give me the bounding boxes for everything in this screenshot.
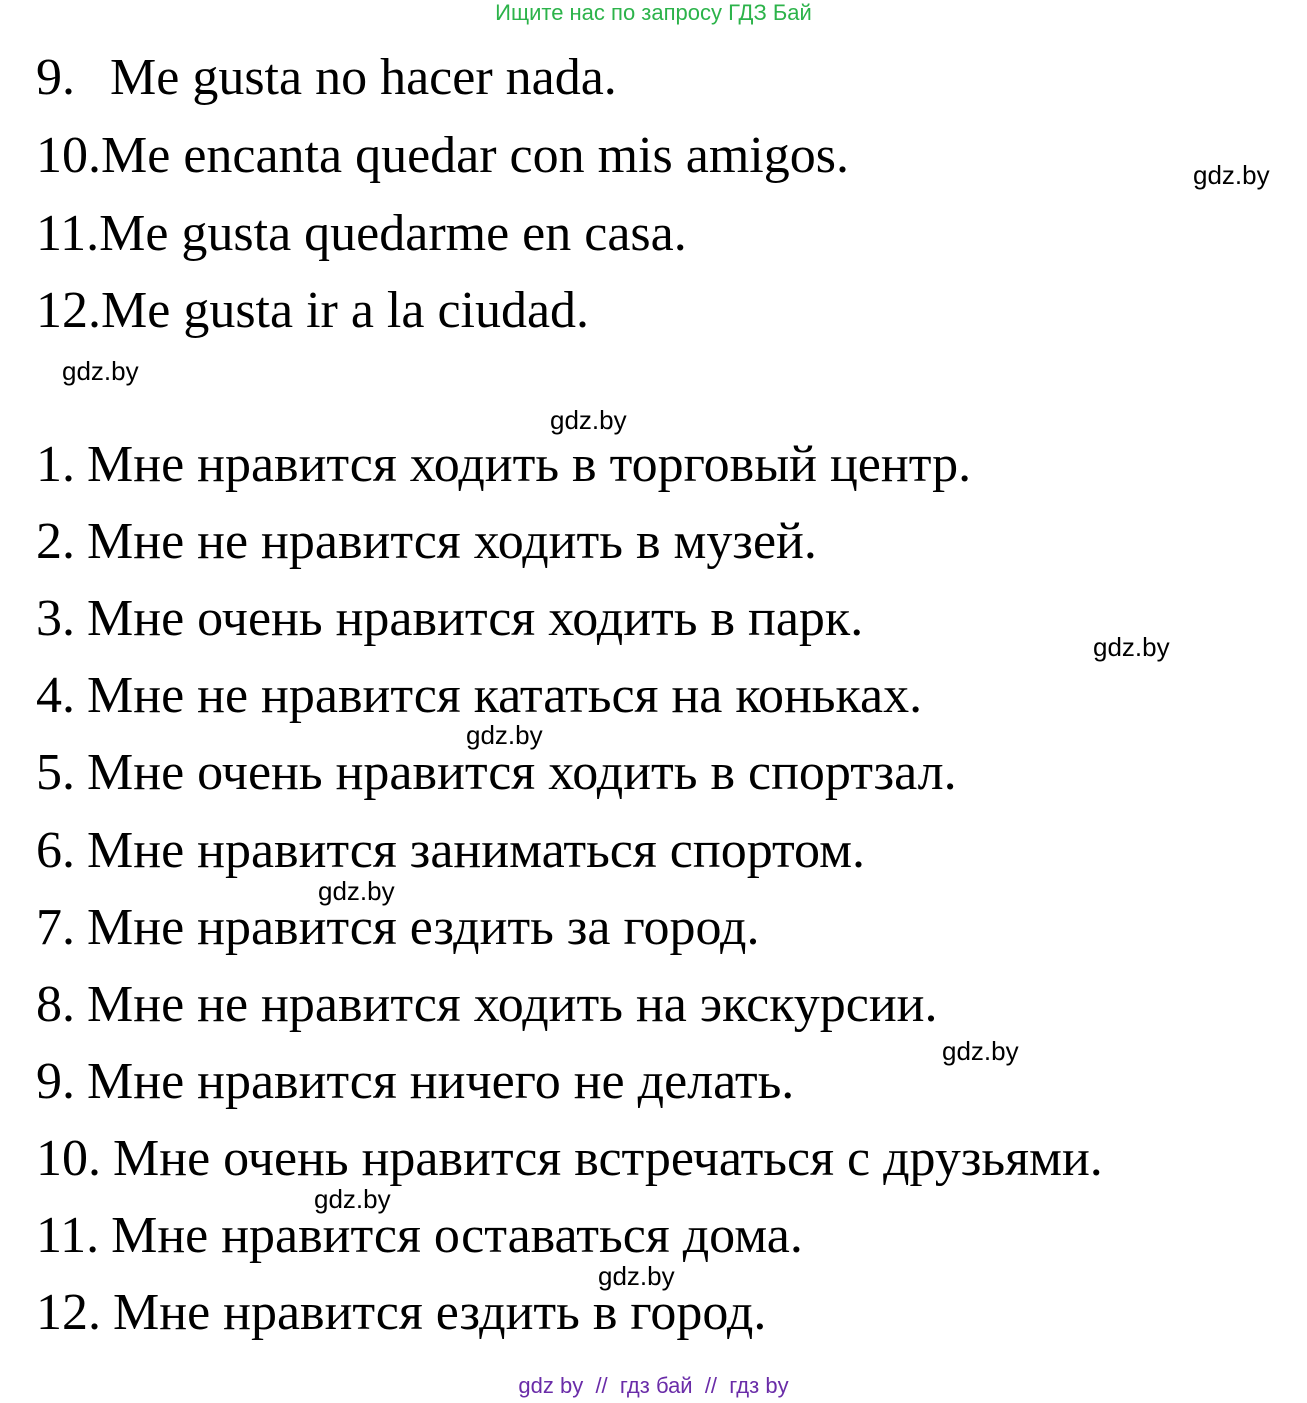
line-text: Me gusta ir a la ciudad.	[101, 282, 590, 339]
line-number: 2.	[36, 513, 75, 570]
footer-note: gdz by // гдз бай // гдз by	[518, 1373, 789, 1398]
watermark: gdz.by	[466, 720, 543, 750]
line-text: Мне нравится заниматься спортом.	[87, 822, 865, 879]
line-number: 7.	[36, 899, 75, 956]
russian-line-9	[36, 1052, 794, 1112]
line-number: 9.	[36, 49, 75, 106]
line-text: Me gusta no hacer nada.	[110, 49, 617, 106]
line-number: 3.	[36, 590, 75, 647]
watermark: gdz.by	[942, 1036, 1019, 1066]
line-number: 9.	[36, 1053, 75, 1110]
russian-line-2	[36, 512, 817, 572]
line-number: 1.	[36, 436, 75, 493]
line-number: 11.	[36, 205, 100, 262]
line-text: Мне не нравится кататься на коньках.	[87, 667, 923, 724]
russian-line-5	[36, 743, 957, 803]
russian-line-6	[36, 821, 865, 881]
header-note: Ищите нас по запросу ГДЗ Бай	[495, 0, 812, 25]
line-text: Мне нравится ездить в город.	[113, 1284, 767, 1341]
russian-line-1	[36, 435, 971, 495]
russian-line-7	[36, 898, 759, 958]
line-text: Мне очень нравится ходить в парк.	[87, 590, 864, 647]
watermark: gdz.by	[1093, 632, 1170, 662]
russian-line-3	[36, 589, 863, 649]
russian-line-10	[36, 1129, 1103, 1189]
spanish-line-10	[36, 126, 849, 186]
line-text: Мне нравится ходить в торговый центр.	[87, 436, 972, 493]
line-number: 5.	[36, 744, 75, 801]
line-text: Me gusta quedarme en casa.	[99, 205, 687, 262]
watermark: gdz.by	[1193, 160, 1270, 190]
russian-line-11	[36, 1206, 803, 1266]
line-text: Мне не нравится ходить в музей.	[87, 513, 817, 570]
spanish-line-12	[36, 281, 589, 341]
watermark: gdz.by	[314, 1184, 391, 1214]
line-text: Мне нравится оставаться дома.	[111, 1207, 803, 1264]
line-number: 10.	[36, 1130, 101, 1187]
line-number: 8.	[36, 976, 75, 1033]
line-number: 10.	[36, 127, 101, 184]
line-number: 11.	[36, 1207, 100, 1264]
line-text: Мне нравится ничего не делать.	[87, 1053, 795, 1110]
line-text: Мне нравится ездить за город.	[87, 899, 760, 956]
watermark: gdz.by	[550, 405, 627, 435]
line-text: Мне очень нравится ходить в спортзал.	[87, 744, 957, 801]
line-number: 6.	[36, 822, 75, 879]
line-number: 12.	[36, 282, 101, 339]
russian-line-4	[36, 666, 922, 726]
russian-line-8	[36, 975, 937, 1035]
watermark: gdz.by	[318, 876, 395, 906]
line-number: 4.	[36, 667, 75, 724]
watermark: gdz.by	[598, 1261, 675, 1291]
line-number: 12.	[36, 1284, 101, 1341]
spanish-line-11	[36, 204, 687, 264]
line-text: Мне не нравится ходить на экскурсии.	[87, 976, 938, 1033]
watermark: gdz.by	[62, 356, 139, 386]
line-text: Мне очень нравится встречаться с друзьями.	[113, 1130, 1103, 1187]
russian-line-12	[36, 1283, 766, 1343]
line-text: Me encanta quedar con mis amigos.	[101, 127, 849, 184]
spanish-line-9	[36, 48, 617, 108]
